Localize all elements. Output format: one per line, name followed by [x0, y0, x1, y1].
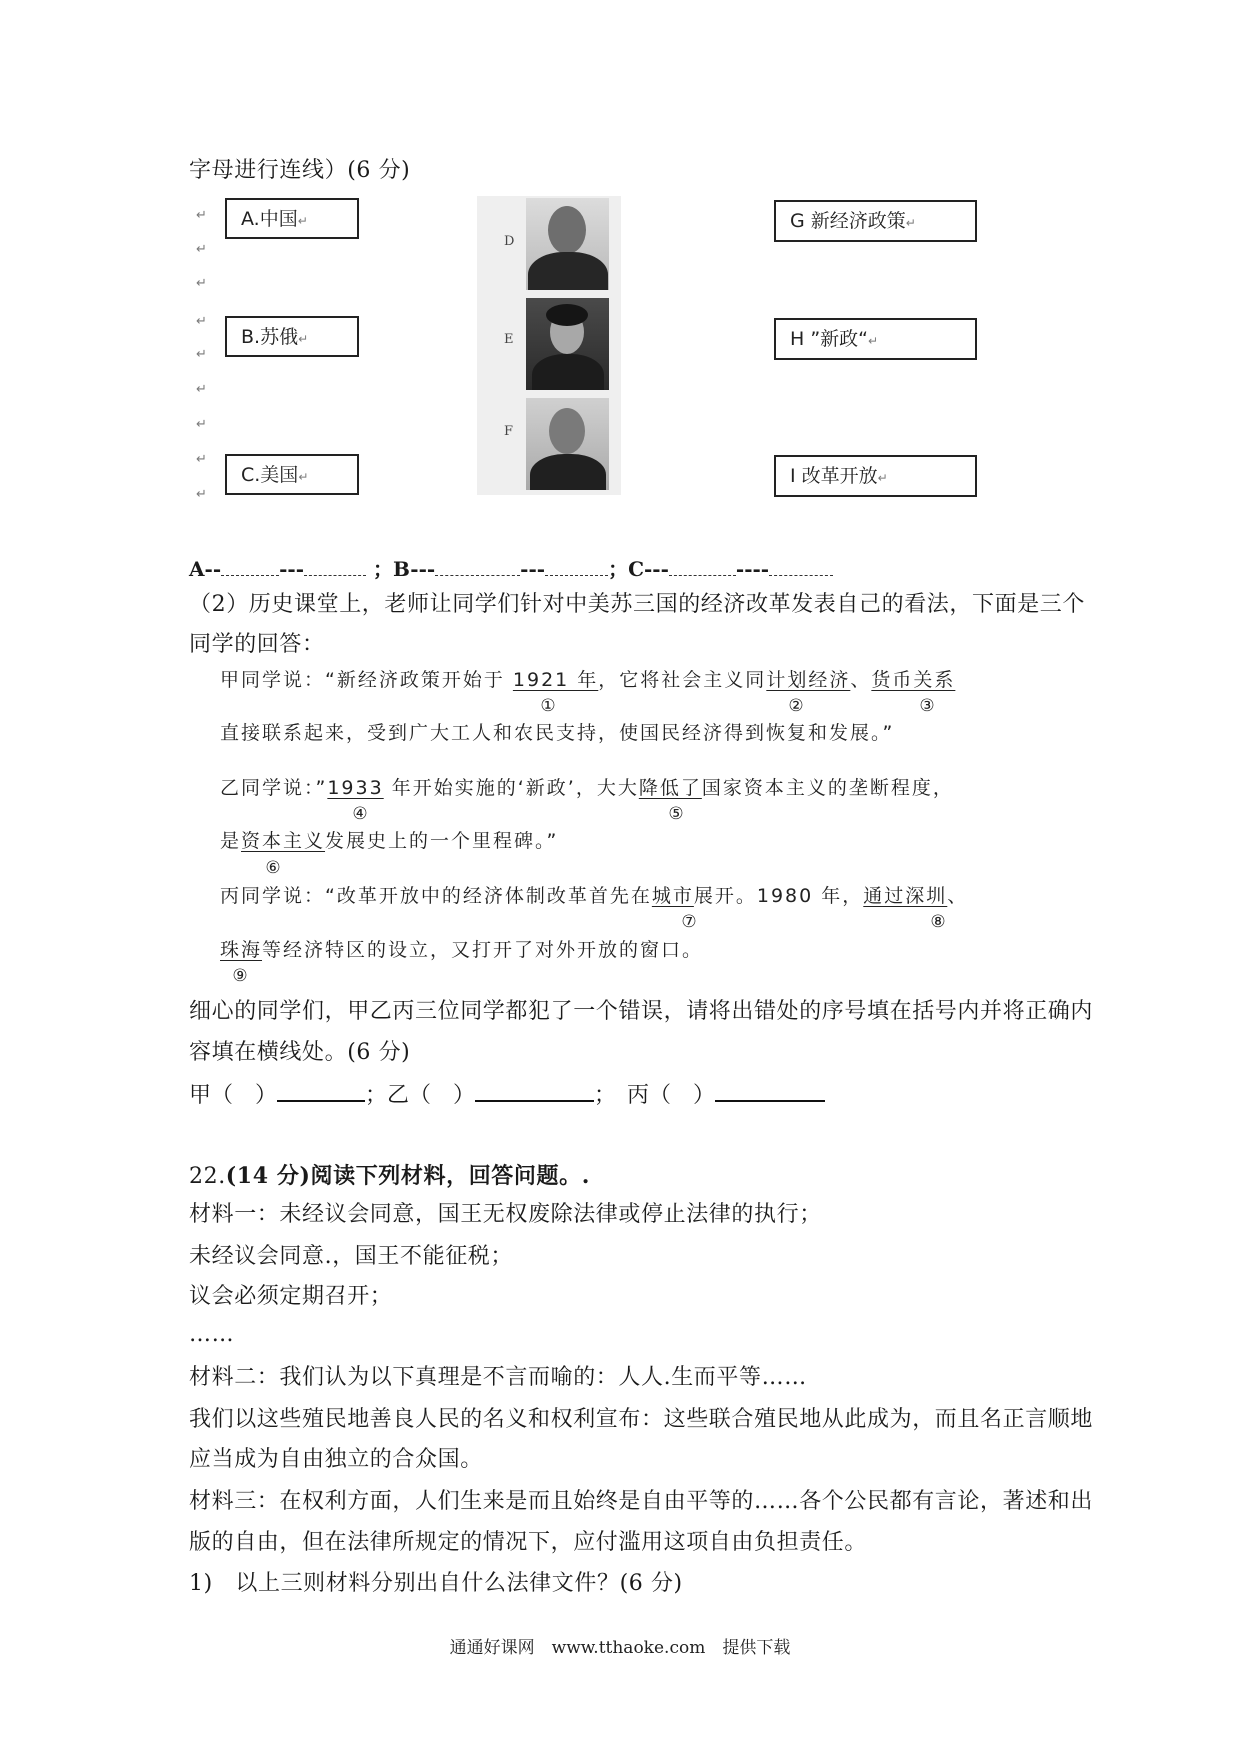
match-c-mid: ----: [735, 557, 770, 581]
portrait-body: [530, 454, 606, 490]
q22-material-line: 我们以这些殖民地善良人民的名义和权利宣布：这些联合殖民地从此成为，而且名正言顺地: [189, 1407, 1094, 1432]
country-label-text: C.美国: [241, 464, 299, 486]
portrait-label-e: E: [504, 332, 514, 347]
answer-blank: [304, 557, 366, 576]
portrait-body: [528, 252, 608, 290]
underlined-claim: 资本主义: [241, 830, 326, 852]
fill-in-answer-line: [189, 1080, 825, 1109]
paragraph-mark-icon: ↵: [196, 417, 207, 432]
portrait-photo-e: [526, 298, 609, 390]
statement-text: 是: [220, 830, 242, 852]
paragraph-mark-icon: ↵: [196, 276, 207, 291]
policy-box-new-deal: [774, 318, 977, 360]
policy-label: [790, 464, 888, 490]
circled-marker-9: ⑨: [232, 966, 248, 986]
part2-prompt-line1: （2）历史课堂上，老师让同学们针对中美苏三国的经济改革发表自己的看法，下面是三个: [189, 592, 1085, 617]
q22-material-line: 材料三：在权利方面，人们生来是而且始终是自由平等的……各个公民都有言论，著述和出: [189, 1489, 1094, 1514]
answer-blank: [715, 1080, 825, 1102]
match-a-mid: ---: [279, 557, 305, 581]
q22-material-line: 版的自由，但在法律所规定的情况下，应付滥用这项自由负担责任。: [189, 1530, 868, 1555]
fill-label-jia: 甲（ ）: [189, 1083, 278, 1108]
student-jia-line2: 直接联系起来，受到广大工人和农民支持，使国民经济得到恢复和发展。”: [220, 722, 895, 744]
fill-label-yi: ；乙（ ）: [365, 1083, 476, 1108]
paragraph-mark-icon: ↵: [196, 382, 207, 397]
underlined-claim: 1921 年: [512, 669, 599, 691]
underlined-claim: 货币关系: [871, 669, 956, 691]
match-a-prefix: A--: [189, 557, 222, 581]
q22-material-line: 材料一：未经议会同意，国王无权废除法律或停止法律的执行；: [189, 1202, 822, 1227]
part2-instruction-line2: 容填在横线处。(6 分): [189, 1040, 411, 1065]
student-yi-line2: [220, 829, 558, 853]
paragraph-mark-icon: ↵: [196, 242, 207, 257]
question-number: 22.: [189, 1164, 226, 1189]
statement-text: 发展史上的一个里程碑。”: [325, 830, 559, 852]
answer-blank: [669, 557, 736, 576]
underlined-claim: 珠海: [220, 939, 263, 961]
answer-blank: [545, 557, 608, 576]
statement-text: 国家资本主义的垄断程度，: [701, 777, 954, 799]
match-b-prefix: ；B---: [366, 557, 436, 581]
answer-blank: [475, 1080, 594, 1102]
statement-text: 等经济特区的设立，又打开了对外开放的窗口。: [262, 939, 704, 961]
q22-material-line: 材料二：我们认为以下真理是不言而喻的：人人.生而平等……: [189, 1365, 807, 1390]
circled-marker-4: ④: [352, 804, 368, 824]
underlined-claim: 计划经济: [766, 669, 851, 691]
circled-marker-7: ⑦: [681, 912, 697, 932]
country-label-text: A.中国: [241, 208, 298, 230]
statement-text: 甲同学说：“新经济政策开始于: [220, 669, 513, 691]
policy-label-text: I 改革开放: [790, 465, 878, 487]
paragraph-mark-icon: ↵: [196, 452, 207, 467]
paragraph-mark-icon: ↵: [196, 487, 207, 502]
statement-text: ，它将社会主义同: [598, 669, 767, 691]
circled-marker-5: ⑤: [668, 804, 684, 824]
statement-text: 乙同学说：”: [220, 777, 328, 799]
statement-text: 、: [947, 885, 969, 907]
paragraph-mark-icon: ↵: [297, 214, 308, 228]
circled-marker-2: ②: [788, 696, 804, 716]
answer-blank: [769, 557, 833, 576]
statement-text: 、: [850, 669, 872, 691]
circled-marker-3: ③: [919, 696, 935, 716]
country-label: [241, 325, 308, 351]
circled-marker-1: ①: [540, 696, 556, 716]
underlined-claim: 1933: [327, 777, 384, 799]
statement-text: 丙同学说：“改革开放中的经济体制改革首先在: [220, 885, 652, 907]
q21-intro-line: 字母进行连线）(6 分): [189, 158, 411, 183]
q22-subquestion-1: 1) 以上三则材料分别出自什么法律文件？(6 分): [189, 1571, 683, 1596]
portrait-label-f: F: [504, 424, 514, 439]
country-label: [241, 207, 308, 233]
q22-material-line: ……: [189, 1322, 235, 1347]
match-b-mid: ---: [520, 557, 546, 581]
statement-text: 展开。1980 年，: [693, 885, 864, 907]
paragraph-mark-icon: ↵: [196, 347, 207, 362]
policy-label-text: H ”新政“: [790, 328, 869, 350]
answer-blank: [277, 1080, 365, 1102]
paragraph-mark-icon: ↵: [298, 470, 309, 484]
portrait-body: [532, 354, 604, 390]
country-box-usa: [225, 454, 359, 495]
policy-label: [790, 209, 916, 235]
policy-label: [790, 327, 878, 353]
portrait-hair: [546, 304, 588, 326]
policy-box-nep: [774, 200, 977, 242]
portrait-label-d: D: [504, 234, 515, 249]
policy-box-reform-opening: [774, 455, 977, 497]
q22-material-line: 议会必须定期召开；: [189, 1284, 393, 1309]
country-box-china: [225, 198, 359, 239]
paragraph-mark-icon: ↵: [196, 314, 207, 329]
page-footer: 通通好课网 www.tthaoke.com 提供下载: [449, 1638, 791, 1658]
q22-material-line: 未经议会同意.，国王不能征税；: [189, 1244, 513, 1269]
part2-prompt-line2: 同学的回答：: [189, 632, 325, 657]
statement-text: 年开始实施的‘新政’，大大: [383, 777, 639, 799]
paragraph-mark-icon: ↵: [877, 471, 888, 485]
part2-instruction-line1: 细心的同学们，甲乙丙三位同学都犯了一个错误，请将出错处的序号填在括号内并将正确内: [189, 999, 1094, 1024]
portrait-photo-d: [526, 198, 609, 290]
portrait-head: [549, 408, 585, 454]
portrait-head: [548, 206, 586, 254]
student-jia-line1: [220, 668, 955, 692]
question-heading: (14 分)阅读下列材料，回答问题。.: [225, 1163, 590, 1189]
q22-material-line: 应当成为自由独立的合众国。: [189, 1447, 483, 1472]
underlined-claim: 通过深圳: [863, 885, 948, 907]
match-answer-line: [189, 556, 833, 582]
circled-marker-6: ⑥: [265, 858, 281, 878]
answer-blank: [435, 557, 520, 576]
underlined-claim: 降低了: [638, 777, 702, 799]
country-label-text: B.苏俄: [241, 326, 299, 348]
paragraph-mark-icon: ↵: [905, 216, 916, 230]
country-label: [241, 463, 308, 489]
fill-label-bing: ； 丙（ ）: [594, 1083, 716, 1108]
student-bing-line1: [220, 884, 968, 908]
underlined-claim: 城市: [651, 885, 694, 907]
q22-title: [189, 1163, 590, 1190]
paragraph-mark-icon: ↵: [196, 208, 207, 223]
policy-label-text: G 新经济政策: [790, 210, 906, 232]
student-bing-line2: [220, 938, 703, 962]
paragraph-mark-icon: ↵: [298, 332, 309, 346]
match-c-prefix: ；C---: [608, 557, 669, 581]
paragraph-mark-icon: ↵: [868, 334, 879, 348]
portrait-photo-f: [526, 398, 609, 490]
circled-marker-8: ⑧: [930, 912, 946, 932]
student-yi-line1: [220, 776, 954, 800]
country-box-soviet-russia: [225, 316, 359, 357]
answer-blank: [221, 557, 279, 576]
